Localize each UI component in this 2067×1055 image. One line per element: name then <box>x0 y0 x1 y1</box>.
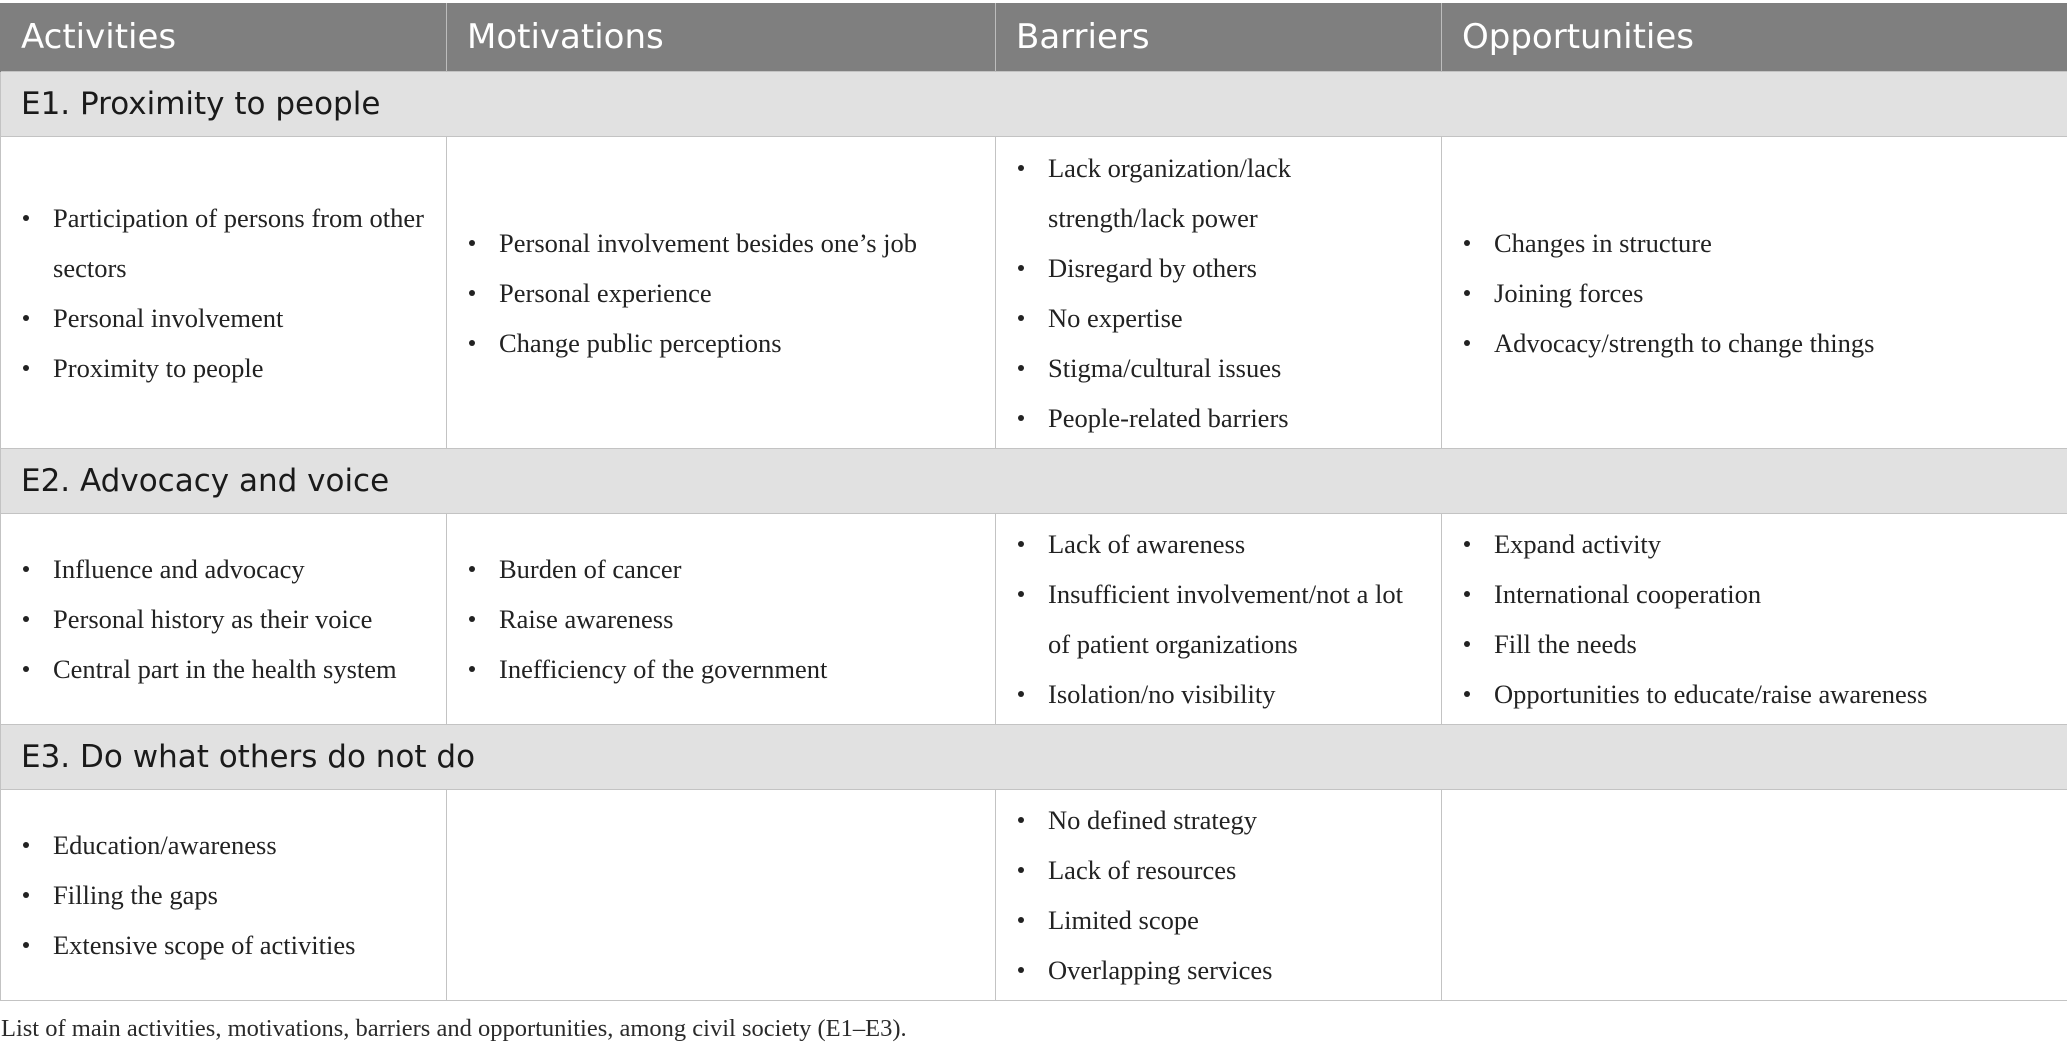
list-item: Education/awareness <box>21 820 436 870</box>
opportunities-cell <box>1442 137 2067 449</box>
section-row-e2 <box>1 449 2067 514</box>
list-item: No defined strategy <box>1016 795 1431 845</box>
motivations-cell <box>447 137 996 449</box>
bullet-list <box>1016 519 1431 719</box>
header-opportunities: Opportunities <box>1442 3 2067 72</box>
list-item: Expand activity <box>1462 519 2057 569</box>
bullet-list <box>467 218 985 368</box>
section-title: E1. Proximity to people <box>1 72 2067 137</box>
list-item: Stigma/cultural issues <box>1016 343 1431 393</box>
table-row <box>1 137 2067 449</box>
list-item: Overlapping services <box>1016 945 1431 995</box>
bullet-list <box>21 544 436 694</box>
list-item: Participation of persons from other sectors <box>21 193 436 293</box>
bullet-list <box>1016 143 1431 443</box>
header-barriers: Barriers <box>996 3 1442 72</box>
findings-table <box>0 3 2067 1001</box>
header-row <box>1 3 2067 72</box>
list-item: Fill the needs <box>1462 619 2057 669</box>
list-item: Lack of resources <box>1016 845 1431 895</box>
opportunities-cell <box>1442 514 2067 725</box>
activities-cell <box>1 514 447 725</box>
barriers-cell <box>996 790 1442 1001</box>
section-row-e1 <box>1 72 2067 137</box>
list-item: Personal history as their voice <box>21 594 436 644</box>
opportunities-cell <box>1442 790 2067 1001</box>
table-caption: List of main activities, motivations, barriers and opportunities, among civil society (E1–E3). <box>1 1015 907 1042</box>
bullet-list <box>21 193 436 393</box>
list-item: Personal experience <box>467 268 985 318</box>
bullet-list <box>467 544 985 694</box>
header-motivations: Motivations <box>447 3 996 72</box>
bullet-list <box>1462 519 2057 719</box>
list-item: Personal involvement besides one’s job <box>467 218 985 268</box>
list-item: Opportunities to educate/raise awareness <box>1462 669 2057 719</box>
list-item: People-related barriers <box>1016 393 1431 443</box>
list-item: Isolation/no visibility <box>1016 669 1431 719</box>
list-item: No expertise <box>1016 293 1431 343</box>
list-item: Proximity to people <box>21 343 436 393</box>
section-title: E2. Advocacy and voice <box>1 449 2067 514</box>
list-item: Joining forces <box>1462 268 2057 318</box>
list-item: Personal involvement <box>21 293 436 343</box>
list-item: Limited scope <box>1016 895 1431 945</box>
bullet-list <box>1016 795 1431 995</box>
list-item: Central part in the health system <box>21 644 436 694</box>
list-item: Change public perceptions <box>467 318 985 368</box>
list-item: Insufficient involvement/not a lot of patient organizations <box>1016 569 1431 669</box>
barriers-cell <box>996 137 1442 449</box>
list-item: Influence and advocacy <box>21 544 436 594</box>
activities-cell <box>1 137 447 449</box>
motivations-cell <box>447 790 996 1001</box>
bullet-list <box>1462 218 2057 368</box>
list-item: Inefficiency of the government <box>467 644 985 694</box>
table-row <box>1 790 2067 1001</box>
bullet-list <box>21 820 436 970</box>
header-activities: Activities <box>1 3 447 72</box>
list-item: Burden of cancer <box>467 544 985 594</box>
barriers-cell <box>996 514 1442 725</box>
list-item: Lack of awareness <box>1016 519 1431 569</box>
list-item: Lack organization/lack strength/lack power <box>1016 143 1431 243</box>
list-item: International cooperation <box>1462 569 2057 619</box>
list-item: Extensive scope of activities <box>21 920 436 970</box>
list-item: Filling the gaps <box>21 870 436 920</box>
list-item: Raise awareness <box>467 594 985 644</box>
section-title: E3. Do what others do not do <box>1 725 2067 790</box>
activities-cell <box>1 790 447 1001</box>
list-item: Advocacy/strength to change things <box>1462 318 2057 368</box>
list-item: Disregard by others <box>1016 243 1431 293</box>
motivations-cell <box>447 514 996 725</box>
list-item: Changes in structure <box>1462 218 2057 268</box>
section-row-e3 <box>1 725 2067 790</box>
table-row <box>1 514 2067 725</box>
